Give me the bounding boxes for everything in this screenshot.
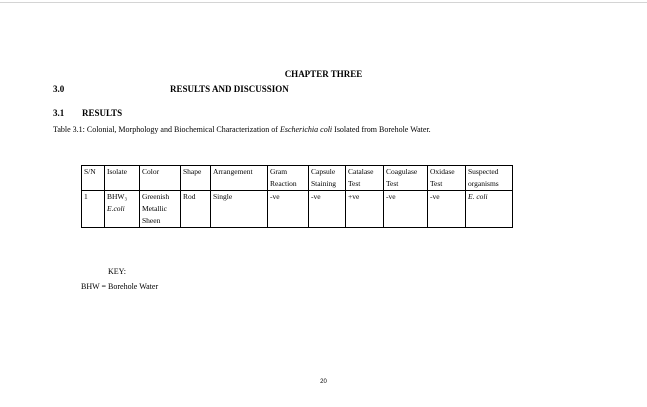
header-line: S/N: [84, 167, 96, 176]
cell-catalase: +ve: [346, 191, 384, 228]
header-line: Test: [430, 179, 443, 188]
header-sn: [82, 166, 105, 191]
cell-sn: 1: [82, 191, 105, 228]
header-line: Capsule: [311, 167, 336, 176]
cell-coagulase: -ve: [384, 191, 428, 228]
key-definition: BHW = Borehole Water: [81, 282, 159, 291]
cell-arrangement: Single: [211, 191, 268, 228]
color-line: Greenish: [142, 192, 170, 201]
table-row: [82, 191, 513, 228]
section-title-main: RESULTS AND DISCUSSION: [170, 84, 289, 94]
isolate-name: E.coli: [107, 204, 125, 213]
table-header-row: [82, 166, 513, 191]
header-line: Color: [142, 167, 160, 176]
header-color: [140, 166, 181, 191]
header-line: Shape: [183, 167, 202, 176]
caption-prefix: Table 3.1: Colonial, Morphology and Biochemical Characterization of: [53, 125, 280, 134]
header-line: Isolate: [107, 167, 127, 176]
header-shape: [181, 166, 211, 191]
header-line: organisms: [468, 179, 499, 188]
cell-suspected: E. coli: [466, 191, 513, 228]
header-gram: [268, 166, 309, 191]
header-oxidase: [428, 166, 466, 191]
header-line: Coagulase: [386, 167, 418, 176]
cell-gram: -ve: [268, 191, 309, 228]
header-catalase: [346, 166, 384, 191]
header-line: Catalase: [348, 167, 374, 176]
table-caption: [53, 125, 431, 134]
header-line: Gram: [270, 167, 288, 176]
color-line: Metallic: [142, 204, 167, 213]
header-line: Test: [386, 179, 399, 188]
section-title-sub: RESULTS: [82, 108, 123, 118]
page-number: 20: [320, 379, 327, 385]
isolate-code: BHW₃: [107, 192, 128, 201]
page-top-border: [0, 2, 647, 3]
cell-shape: Rod: [181, 191, 211, 228]
header-line: Oxidase: [430, 167, 455, 176]
section-number-main: 3.0: [53, 84, 65, 94]
header-line: Staining: [311, 179, 337, 188]
chapter-title: CHAPTER THREE: [284, 69, 363, 79]
cell-oxidase: -ve: [428, 191, 466, 228]
caption-suffix: Isolated from Borehole Water.: [332, 125, 431, 134]
header-line: Arrangement: [213, 167, 253, 176]
header-line: Test: [348, 179, 361, 188]
header-line: Reaction: [270, 179, 297, 188]
header-arrangement: [211, 166, 268, 191]
header-capsule: [309, 166, 346, 191]
header-isolate: [105, 166, 140, 191]
header-suspected: [466, 166, 513, 191]
header-line: Suspected: [468, 167, 499, 176]
key-label: KEY:: [108, 267, 126, 276]
section-number-sub: 3.1: [53, 108, 65, 118]
caption-organism: Escherichia coli: [279, 125, 333, 134]
header-coagulase: [384, 166, 428, 191]
cell-isolate: [105, 191, 140, 228]
cell-capsule: -ve: [309, 191, 346, 228]
cell-color: [140, 191, 181, 228]
results-table: [81, 165, 513, 228]
color-line: Sheen: [142, 216, 161, 225]
